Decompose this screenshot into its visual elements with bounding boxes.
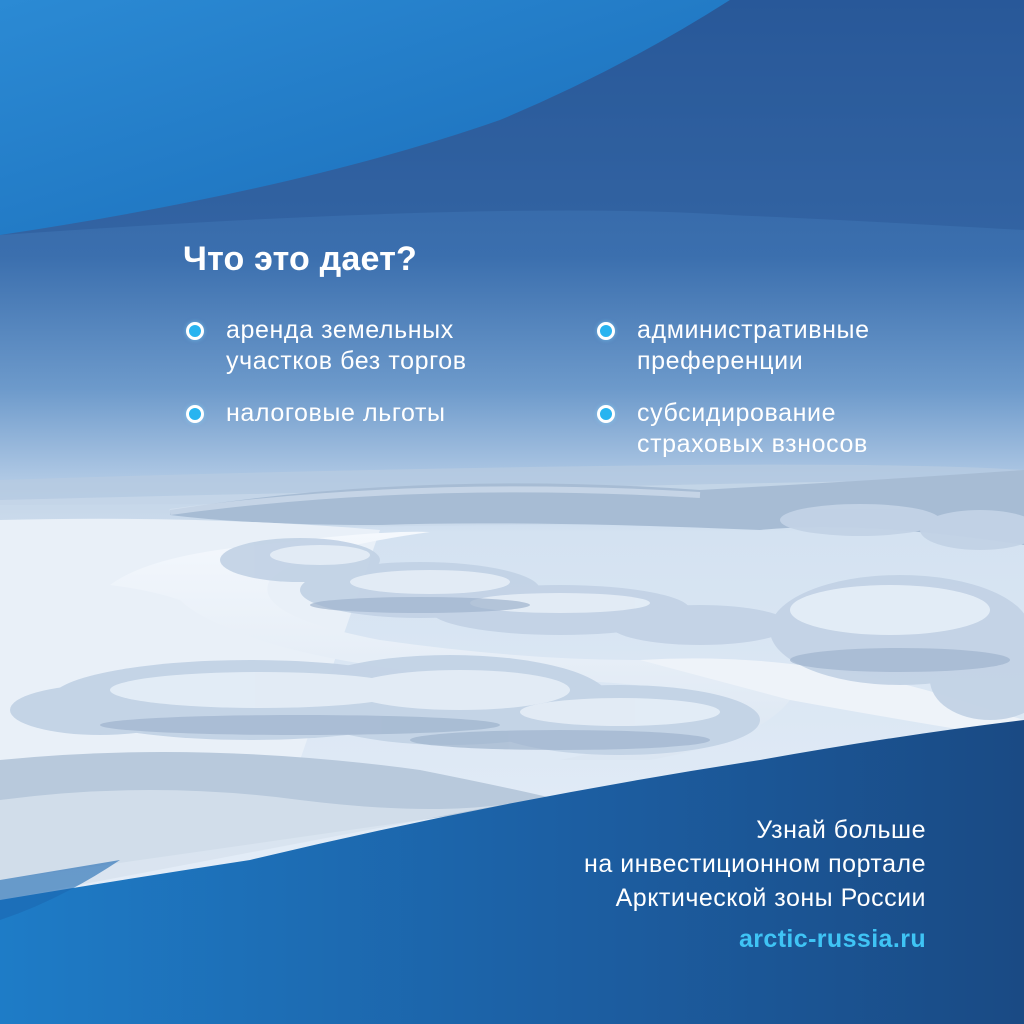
benefit-text: аренда земельных участков без торгов	[226, 316, 467, 375]
footer-line: Узнай больше	[756, 816, 926, 844]
benefit-text: субсидирование страховых взносов	[637, 399, 868, 458]
benefit-text: налоговые льготы	[226, 399, 446, 427]
portal-link[interactable]: arctic-russia.ru	[738, 925, 926, 953]
benefit-text: административные преференции	[637, 316, 870, 375]
section-title: Что это дает?	[183, 240, 418, 278]
footer-line: на инвестиционном портале	[584, 850, 926, 878]
footer-call-to-action	[584, 813, 926, 915]
footer-line: Арктической зоны России	[615, 884, 926, 912]
